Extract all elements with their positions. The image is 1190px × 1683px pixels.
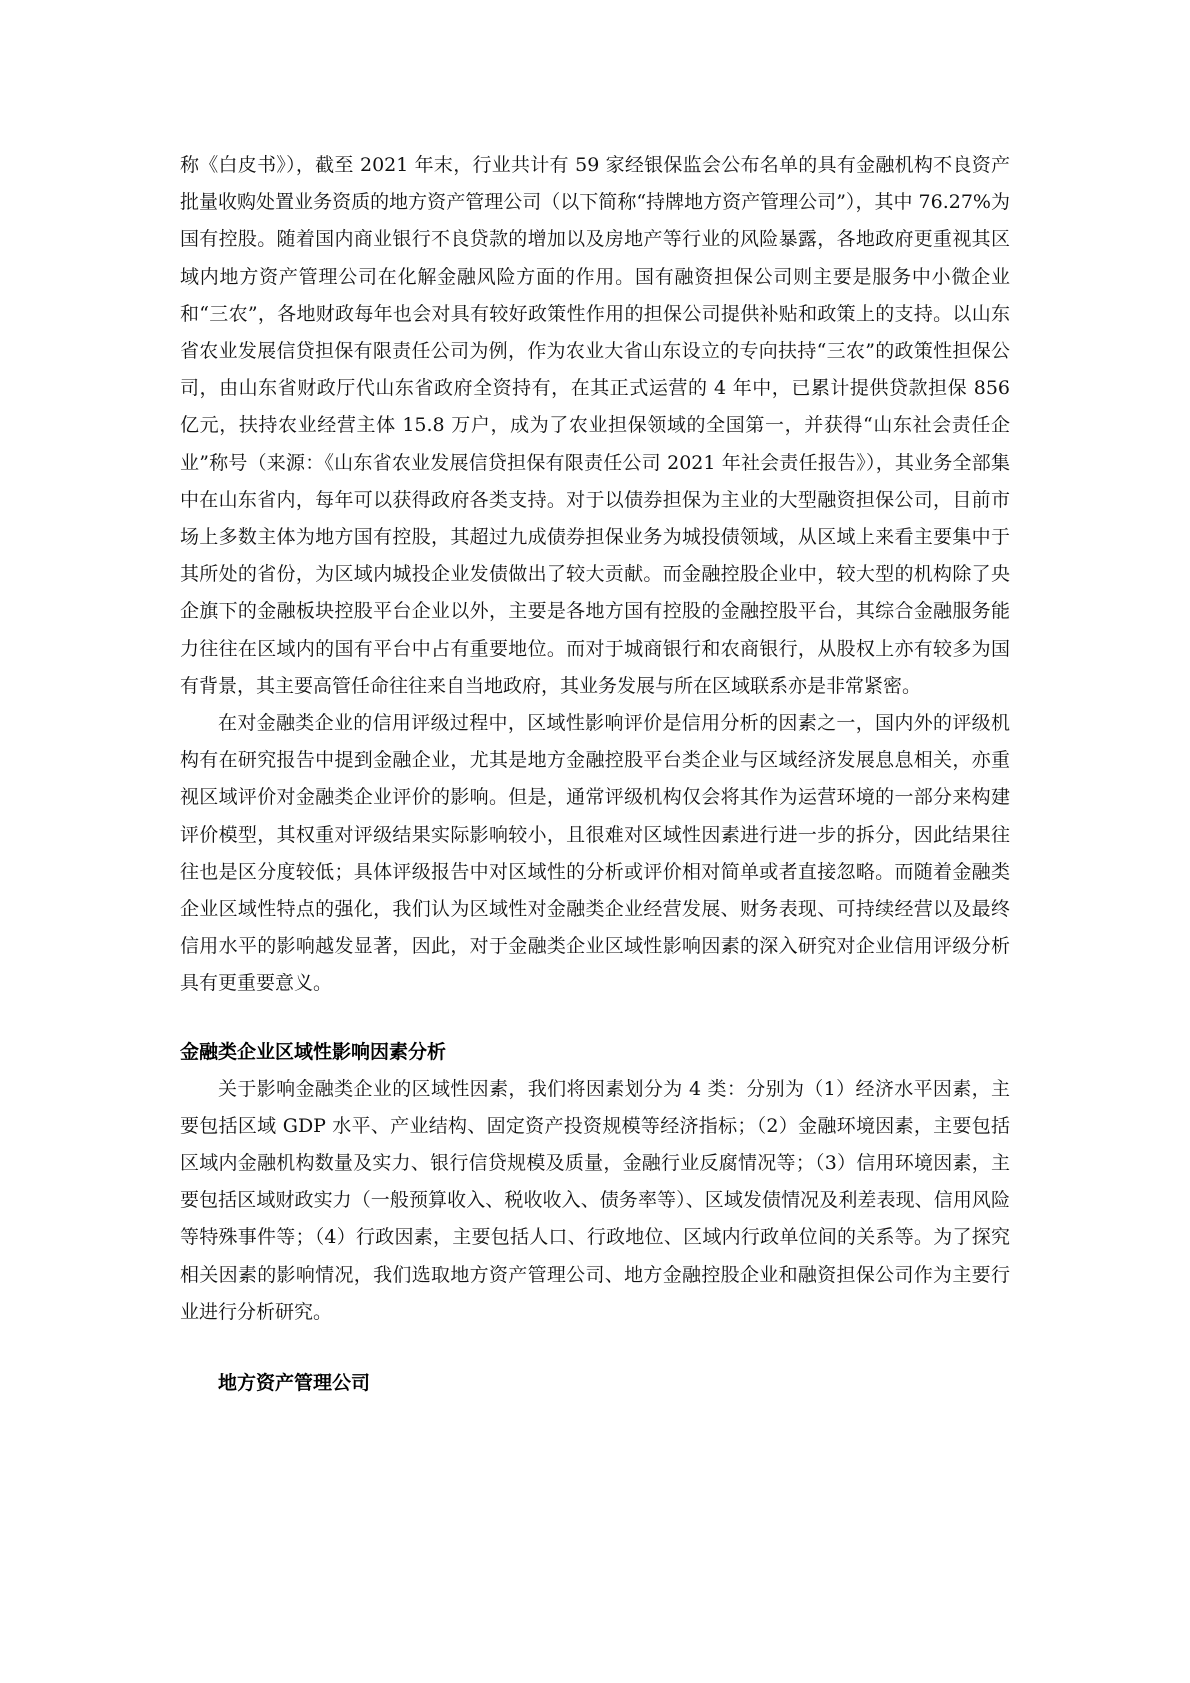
- paragraph-regional-factors: 关于影响金融类企业的区域性因素，我们将因素划分为 4 类：分别为（1）经济水平因素，主要包括区域 GDP 水平、产业结构、固定资产投资规模等经济指标；（2）金融环境因素，主要包括区域内金融机构数量及实力、银行信贷规模及质量，金融行业反腐情况等；（3）信用环境因素，主要包括区域财政实力（一般预算收入、税收收入、债务率等）、区域发债情况及利差表现、信用风险等特殊事件等；（4）行政因素，主要包括人口、行政地位、区域内行政单位间的关系等。为了探究相关因素的影响情况，我们选取地方资产管理公司、地方金融控股企业和融资担保公司作为主要行业进行分析研究。: [180, 1077, 1010, 1323]
- section-heading: 金融类企业区域性影响因素分析: [180, 1040, 447, 1063]
- sub-heading: 地方资产管理公司: [218, 1372, 371, 1395]
- paragraph-continued: 称《白皮书》），截至 2021 年末，行业共计有 59 家经银保监会公布名单的具有金融机构不良资产批量收购处置业务资质的地方资产管理公司（以下简称“持牌地方资产管理公司”），其中 76.27%为国有控股。随着国内商业银行不良贷款的增加以及房地产等行业的风险暴露，各地政府更重视其区域内地方资产管理公司在化解金融风险方面的作用。国有融资担保公司则主要是服务中小微企业和“三农”，各地财政每年也会对具有较好政策性作用的担保公司提供补贴和政策上的支持。以山东省农业发展信贷担保有限责任公司为例，作为农业大省山东设立的专向扶持“三农”的政策性担保公司，由山东省财政厅代山东省政府全资持有，在其正式运营的 4 年中，已累计提供贷款担保 856 亿元，扶持农业经营主体 15.8 万户，成为了农业担保领域的全国第一，并获得“山东社会责任企业”称号（来源：《山东省农业发展信贷担保有限责任公司 2021 年社会责任报告》），其业务全部集中在山东省内，每年可以获得政府各类支持。对于以债券担保为主业的大型融资担保公司，目前市场上多数主体为地方国有控股，其超过九成债券担保业务为城投债领域，从区域上来看主要集中于其所处的省份，为区域内城投企业发债做出了较大贡献。而金融控股企业中，较大型的机构除了央企旗下的金融板块控股平台企业以外，主要是各地方国有控股的金融控股平台，其综合金融服务能力往往在区域内的国有平台中占有重要地位。而对于城商银行和农商银行，从股权上亦有较多为国有背景，其主要高管任命往往来自当地政府，其业务发展与所在区域联系亦是非常紧密。: [180, 154, 1010, 697]
- document-body: [180, 147, 1010, 1402]
- paragraph-credit-rating: 在对金融类企业的信用评级过程中，区域性影响评价是信用分析的因素之一，国内外的评级机构有在研究报告中提到金融企业，尤其是地方金融控股平台类企业与区域经济发展息息相关，亦重视区域评价对金融类企业评价的影响。但是，通常评级机构仅会将其作为运营环境的一部分来构建评价模型，其权重对评级结果实际影响较小，且很难对区域性因素进行进一步的拆分，因此结果往往也是区分度较低；具体评级报告中对区域性的分析或评价相对简单或者直接忽略。而随着金融类企业区域性特点的强化，我们认为区域性对金融类企业经营发展、财务表现、可持续经营以及最终信用水平的影响越发显著，因此，对于金融类企业区域性影响因素的深入研究对企业信用评级分析具有更重要意义。: [180, 712, 1010, 995]
